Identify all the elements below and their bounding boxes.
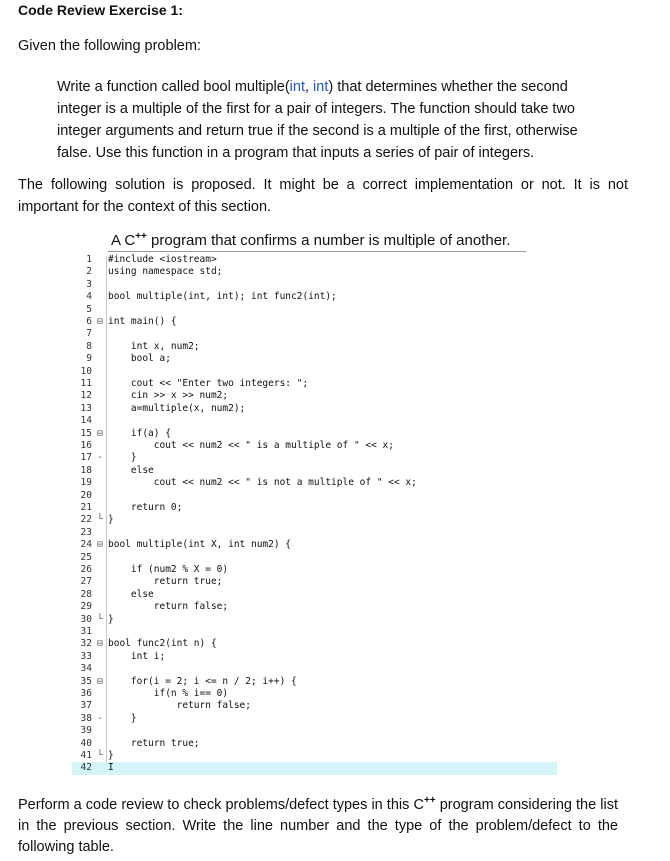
code-text: int x, num2; — [108, 340, 200, 352]
code-text: } — [108, 452, 137, 464]
code-line — [72, 725, 557, 737]
line-number: 14 — [80, 415, 92, 427]
code-text: else — [108, 464, 154, 476]
code-line — [72, 266, 557, 278]
fold-marker-icon: - — [97, 452, 103, 464]
code-text: bool multiple(int, int); int func2(int); — [108, 291, 337, 303]
code-line — [72, 465, 557, 477]
code-text: I — [108, 762, 114, 774]
code-line — [72, 378, 557, 390]
code-line — [72, 688, 557, 700]
code-text: #include <iostream> — [108, 254, 217, 265]
code-line — [72, 341, 557, 353]
code-line — [72, 390, 557, 402]
code-line — [72, 490, 557, 502]
code-line — [72, 589, 557, 601]
code-line — [72, 713, 557, 725]
solution-text: The following solution is proposed. It might be a correct implementation or not. It is not important for the context of this section. — [18, 177, 628, 215]
code-line — [72, 428, 557, 440]
code-line — [72, 564, 557, 576]
code-line — [72, 527, 557, 539]
code-listing — [72, 254, 557, 774]
code-text: if(a) { — [108, 427, 171, 439]
line-number: 36 — [80, 688, 92, 699]
fold-marker-icon[interactable]: ⊟ — [97, 316, 103, 327]
code-text: bool multiple(int X, int num2) { — [108, 539, 292, 551]
code-line — [72, 626, 557, 638]
code-text: } — [108, 514, 114, 526]
line-number: 22 — [80, 514, 92, 526]
line-number: 26 — [80, 564, 92, 575]
line-number: 4 — [86, 291, 92, 303]
code-line — [72, 676, 557, 688]
fold-marker-icon[interactable]: ⊟ — [97, 427, 103, 439]
code-text: return false; — [108, 601, 229, 613]
problem-statement: Write a function called bool multiple(int, int) that determines whether the second integer is a multiple of the first for a pair of integers. The function should take two integer arguments and return true if the second is a multiple of the first, otherwise false. Use this function in a program that inputs a series of pair of integers. — [57, 79, 578, 161]
code-text: bool a; — [108, 353, 171, 365]
code-line — [72, 502, 557, 514]
line-number: 2 — [86, 266, 92, 278]
line-number: 29 — [80, 601, 92, 613]
line-number: 7 — [86, 328, 92, 340]
fold-marker-icon: └ — [97, 750, 103, 761]
code-line — [72, 477, 557, 489]
code-text: cin >> x >> num2; — [108, 390, 229, 402]
line-number: 41 — [80, 750, 92, 761]
code-caption: A C++ program that confirms a number is multiple of another. — [111, 231, 511, 249]
line-number: 39 — [80, 725, 92, 737]
code-text: else — [108, 588, 154, 600]
code-line — [72, 576, 557, 588]
line-number: 27 — [80, 576, 92, 588]
exercise-title: Code Review Exercise 1: — [18, 2, 183, 18]
code-text: if (num2 % X = 0) — [108, 564, 229, 575]
code-line — [72, 762, 557, 774]
line-number: 40 — [80, 737, 92, 749]
code-line — [72, 366, 557, 378]
code-line — [72, 415, 557, 427]
line-number: 20 — [80, 489, 92, 501]
line-number: 38 — [80, 712, 92, 724]
fold-marker-icon: └ — [97, 613, 103, 625]
code-line — [72, 514, 557, 526]
code-line — [72, 279, 557, 291]
instructions-footer: Perform a code review to check problems/defect types in this C++ program considering the list in the previous section. Write the line number and the type of the problem/defect to the following table. — [18, 795, 618, 855]
code-line — [72, 539, 557, 551]
code-line — [72, 403, 557, 415]
code-line — [72, 440, 557, 452]
code-text: } — [108, 712, 137, 724]
line-number: 17 — [80, 452, 92, 464]
line-number: 18 — [80, 464, 92, 476]
code-line — [72, 291, 557, 303]
code-text: a=multiple(x, num2); — [108, 402, 246, 414]
code-text: int main() { — [108, 316, 177, 327]
line-number: 12 — [80, 390, 92, 402]
code-text: using namespace std; — [108, 266, 223, 278]
line-number: 33 — [80, 650, 92, 662]
code-line — [72, 452, 557, 464]
code-line — [72, 663, 557, 675]
fold-marker-icon[interactable]: ⊟ — [97, 539, 103, 551]
line-number: 25 — [80, 551, 92, 563]
code-text: } — [108, 750, 114, 761]
line-number: 32 — [80, 638, 92, 650]
code-line — [72, 304, 557, 316]
code-text: bool func2(int n) { — [108, 638, 217, 650]
line-number: 6 — [86, 316, 92, 327]
code-line — [72, 316, 557, 328]
code-text: return false; — [108, 700, 251, 712]
line-number: 3 — [86, 278, 92, 290]
line-number: 19 — [80, 477, 92, 489]
code-line — [72, 700, 557, 712]
code-text: cout << num2 << " is not a multiple of " << x; — [108, 477, 417, 489]
line-number: 31 — [80, 626, 92, 637]
line-number: 11 — [80, 378, 92, 389]
code-text: } — [108, 613, 114, 625]
code-text: if(n % i== 0) — [108, 688, 229, 699]
code-line — [72, 328, 557, 340]
code-line — [72, 614, 557, 626]
line-number: 5 — [86, 303, 92, 315]
code-line — [72, 601, 557, 613]
line-number: 10 — [80, 365, 92, 377]
code-line — [72, 651, 557, 663]
code-line — [72, 552, 557, 564]
line-number: 16 — [80, 440, 92, 451]
code-text: return true; — [108, 576, 223, 588]
code-text: cout << "Enter two integers: "; — [108, 378, 309, 389]
line-number: 13 — [80, 402, 92, 414]
line-number: 23 — [80, 526, 92, 538]
code-text: for(i = 2; i <= n / 2; i++) { — [108, 675, 297, 687]
fold-marker-icon[interactable]: ⊟ — [97, 675, 103, 687]
line-number: 30 — [80, 613, 92, 625]
fold-marker-icon[interactable]: ⊟ — [97, 638, 103, 650]
line-number: 34 — [80, 663, 92, 675]
line-number: 28 — [80, 588, 92, 600]
code-line — [72, 353, 557, 365]
code-line — [72, 738, 557, 750]
code-text: cout << num2 << " is a multiple of " << x; — [108, 440, 394, 451]
intro-text: Given the following problem: — [18, 38, 201, 54]
fold-marker-icon: - — [97, 712, 103, 724]
line-number: 9 — [86, 353, 92, 365]
code-line — [72, 638, 557, 650]
fold-marker-icon: └ — [97, 514, 103, 526]
line-number: 24 — [80, 539, 92, 551]
line-number: 35 — [80, 675, 92, 687]
param-int-2: int — [313, 79, 329, 95]
line-number: 1 — [86, 254, 92, 265]
line-number: 37 — [80, 700, 92, 712]
line-number: 8 — [86, 340, 92, 352]
code-line — [72, 254, 557, 266]
caption-underline — [108, 251, 526, 252]
code-line — [72, 750, 557, 762]
line-number: 21 — [80, 502, 92, 513]
code-text: return 0; — [108, 502, 183, 513]
param-int-1: int — [289, 79, 305, 95]
line-number: 42 — [80, 762, 92, 774]
code-text: int i; — [108, 650, 166, 662]
line-number: 15 — [80, 427, 92, 439]
code-text: return true; — [108, 737, 200, 749]
